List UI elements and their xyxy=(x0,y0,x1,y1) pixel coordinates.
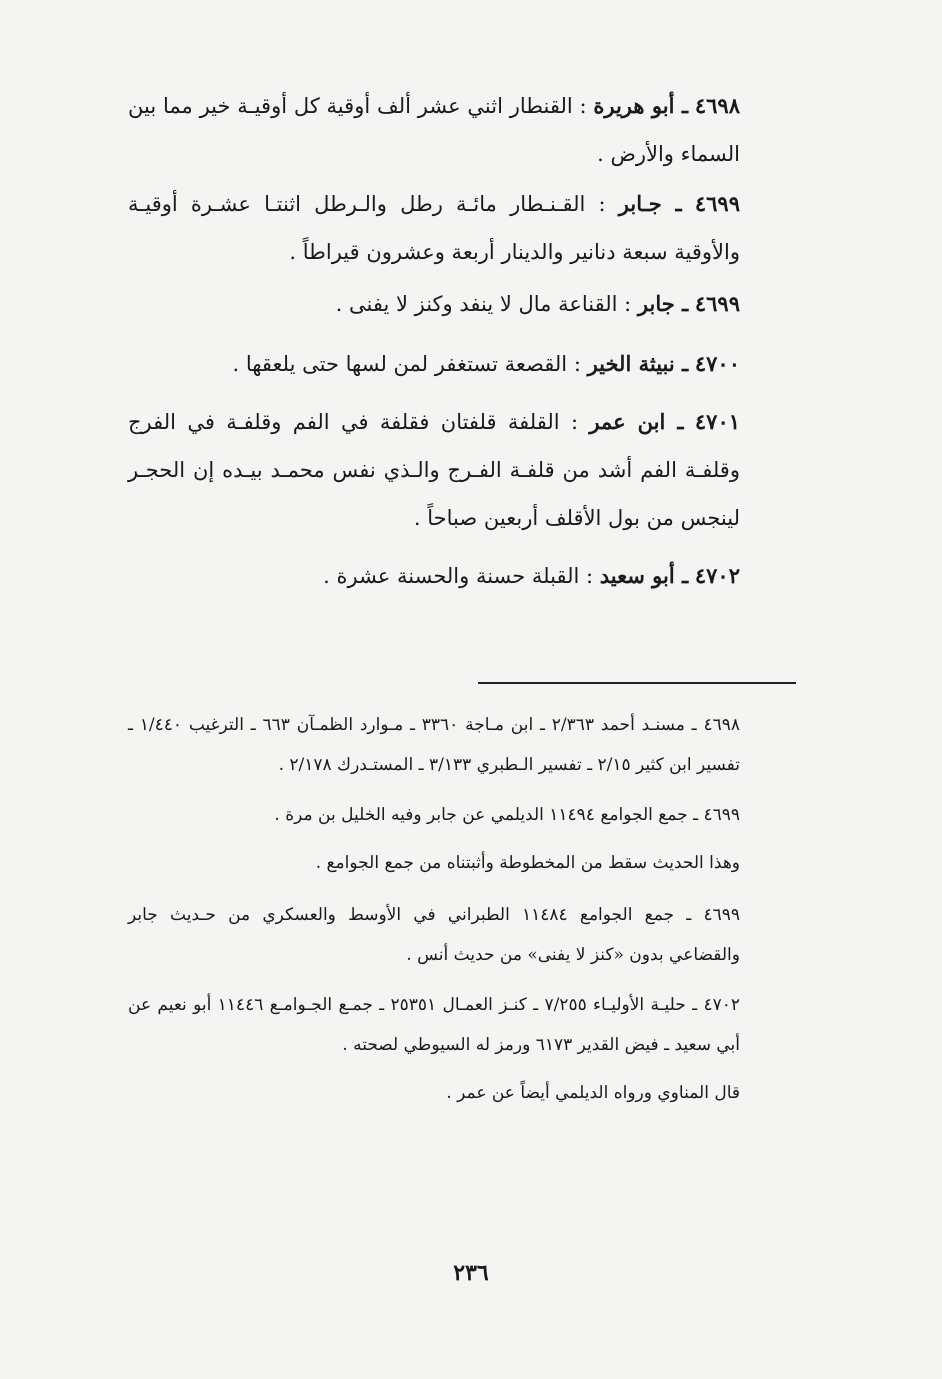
hadith-entry: ٤٦٩٩ ـ جـابر : القـنـطار مائـة رطل والـرطل اثنتـا عشـرة أوقيـة والأوقية سبعة دنانير والدينار أربعة وعشرون قيراطاً . xyxy=(128,191,740,264)
footnote: وهذا الحديث سقط من المخطوطة وأثبتناه من جمع الجوامع . xyxy=(315,853,740,873)
hadith-number: ٤٦٩٨ xyxy=(694,93,740,118)
footnote: ٤٦٩٩ ـ جمع الجوامع ١١٤٩٤ الديلمي عن جابر وفيه الخليل بن مرة . xyxy=(274,805,740,825)
hadith-text: القـنـطار مائـة رطل والـرطل اثنتـا عشـرة أوقيـة والأوقية سبعة دنانير والدينار أربعة وعشرون قيراطاً . xyxy=(128,192,740,264)
hadith-number: ٤٧٠١ xyxy=(694,409,741,434)
hadith-number: ٤٦٩٩ xyxy=(694,191,740,216)
page-number: ٢٣٦ xyxy=(453,1260,489,1286)
hadith-entries xyxy=(128,82,740,600)
hadith-entry: ٤٧٠٠ ـ نبيثة الخير : القصعة تستغفر لمن لسها حتى يلعقها . xyxy=(232,351,740,376)
hadith-text: القبلة حسنة والحسنة عشرة . xyxy=(323,564,580,588)
hadith-text: القنطار اثني عشر ألف أوقية كل أوقيـة خير مما بين السماء والأرض . xyxy=(128,94,740,166)
footnote-divider xyxy=(478,682,796,684)
footnotes xyxy=(128,705,740,1113)
hadith-text: القصعة تستغفر لمن لسها حتى يلعقها . xyxy=(232,352,568,376)
footnote: قال المناوي ورواه الديلمي أيضاً عن عمر . xyxy=(446,1083,740,1103)
hadith-entry: ٤٧٠١ ـ ابن عمر : القلفة قلفتان فقلفة في الفم وقلفـة في الفرج وقلفـة الفم أشد من قلفـة الفـرج والـذي نفس محمـد بيـده إن الحجـر لينجس من بول الأقلف أربعين صباحاً . xyxy=(128,409,741,530)
hadith-number: ٤٧٠٢ xyxy=(694,563,740,588)
narrator: نبيثة الخير xyxy=(587,351,675,376)
narrator: ابن عمر xyxy=(589,409,666,434)
narrator: جـابر xyxy=(618,191,662,216)
hadith-entry: ٤٧٠٢ ـ أبو سعيد : القبلة حسنة والحسنة عشرة . xyxy=(323,563,740,588)
hadith-text: القلفة قلفتان فقلفة في الفم وقلفـة في الفرج وقلفـة الفم أشد من قلفـة الفـرج والـذي نفس محمـد بيـده إن الحجـر لينجس من بول الأقلف أربعين صباحاً . xyxy=(128,410,740,530)
footnote: ٤٦٩٩ ـ جمع الجوامع ١١٤٨٤ الطبراني في الأوسط والعسكري من حـديث جابر والقضاعي بدون «كنز لا يفنى» من حديث أنس . xyxy=(128,905,740,965)
hadith-entry: ٤٦٩٩ ـ جابر : القناعة مال لا ينفد وكنز لا يفنى . xyxy=(335,291,740,316)
hadith-text: القناعة مال لا ينفد وكنز لا يفنى . xyxy=(335,292,618,316)
hadith-number: ٤٧٠٠ xyxy=(694,351,740,376)
narrator: أبو هريرة xyxy=(593,93,675,118)
hadith-entry: ٤٦٩٨ ـ أبو هريرة : القنطار اثني عشر ألف أوقية كل أوقيـة خير مما بين السماء والأرض . xyxy=(128,93,740,166)
footnote: ٤٧٠٢ ـ حليـة الأوليـاء ٧/٢٥٥ ـ كنـز العمـال ٢٥٣٥١ ـ جمـع الجـوامـع ١١٤٤٦ أبو نعيم عن أبي سعيد ـ فيض القدير ٦١٧٣ ورمز له السيوطي لصحته . xyxy=(128,995,740,1055)
hadith-number: ٤٦٩٩ xyxy=(694,291,740,316)
footnote: ٤٦٩٨ ـ مسنـد أحمد ٢/٣٦٣ ـ ابن مـاجة ٣٣٦٠ ـ مـوارد الظمـآن ٦٦٣ ـ الترغيب ١/٤٤٠ ـ تفسير ابن كثير ٢/١٥ ـ تفسير الـطبري ٣/١٣٣ ـ المستـدرك ٢/١٧٨ . xyxy=(128,715,740,775)
narrator: أبو سعيد xyxy=(599,563,675,588)
narrator: جابر xyxy=(637,291,675,316)
